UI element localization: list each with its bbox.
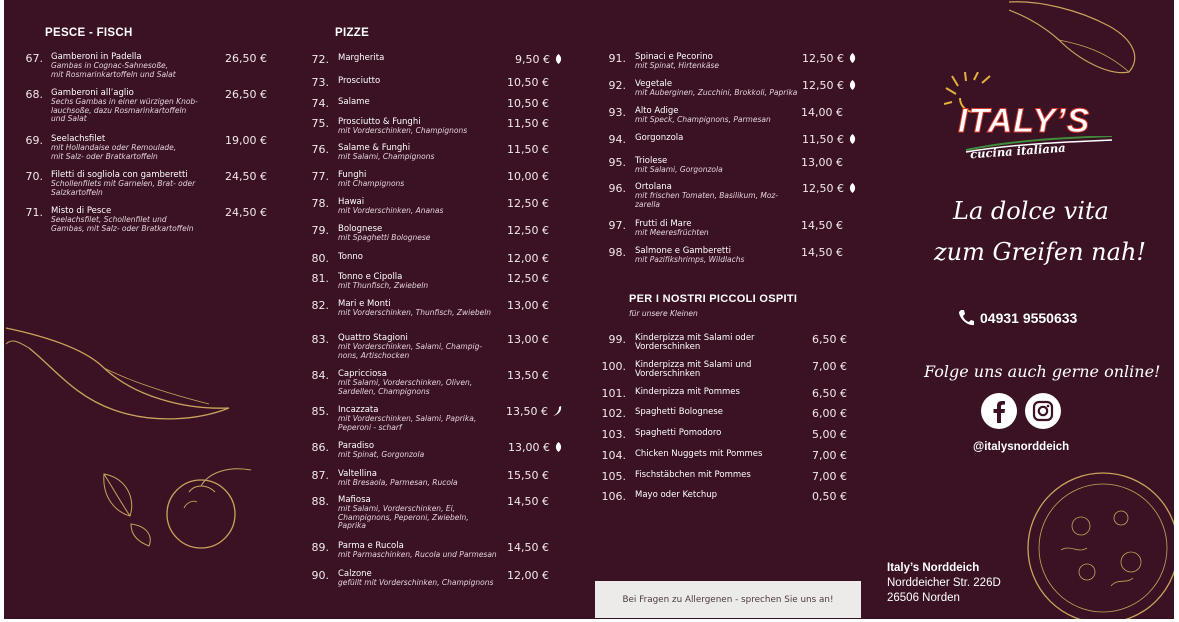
item-number: 74. — [311, 97, 329, 110]
item-description: gefüllt mit Vorderschinken, Champignons — [338, 578, 494, 587]
item-name: Tonno — [338, 252, 363, 262]
item-number: 82. — [311, 299, 329, 312]
allergen-note: Bei Fragen zu Allergenen - sprechen Sie uns an! — [595, 581, 861, 618]
item-price: 24,50 € — [225, 170, 267, 183]
item-description: mit Vorderschinken, Champignons — [338, 126, 468, 135]
item-description: mit Salz- oder Bratkartoffeln — [51, 151, 158, 161]
item-number: 72. — [311, 53, 329, 66]
item-description: mit Speck, Champignons, Parmesan — [635, 115, 771, 124]
section-title-kids: PER I NOSTRI PICCOLI OSPITI — [629, 293, 798, 305]
item-number: 106. — [601, 490, 626, 503]
item-price: 9,50 € — [515, 53, 562, 66]
item-number: 89. — [311, 541, 329, 554]
item-name: Salmone e Gamberetti mit Pazifikshrimps, Wildlachs — [635, 246, 745, 264]
item-number: 73. — [311, 76, 329, 89]
item-price: 10,50 € — [507, 97, 549, 110]
item-description: mit Meeresfrüchten — [635, 228, 709, 237]
item-number: 90. — [311, 569, 329, 582]
item-name: Triolese mit Salami, Gorgonzola — [635, 156, 723, 174]
item-price: 0,50 € — [812, 490, 847, 503]
item-description: mit Vorderschinken, Thunfisch, Zwiebeln — [338, 308, 492, 317]
item-name: Spaghetti Pomodoro — [635, 428, 722, 438]
item-name: Salame & Funghi mit Salami, Champignons — [338, 143, 435, 161]
item-price: 15,50 € — [507, 469, 549, 482]
item-description: zarella — [635, 199, 660, 209]
item-price: 5,00 € — [812, 428, 847, 441]
vegetarian-leaf-icon — [555, 54, 562, 64]
item-price: 10,00 € — [507, 170, 549, 183]
address-street: Norddeicher Str. 226D — [887, 577, 1001, 589]
item-name: Filetti di sogliola con gamberetti Schollenfilets mit Garnelen, Brat- oder Salzkartoffeln — [51, 170, 196, 197]
item-name: Seelachsfilet mit Hollandaise oder Remoulade, mit Salz- oder Bratkartoffeln — [51, 134, 177, 161]
item-number: 104. — [601, 449, 626, 462]
item-description: mit Champignons — [338, 179, 405, 188]
item-price: 12,50 € — [802, 182, 856, 195]
basil-leaf-drawing-2 — [127, 520, 157, 550]
item-description: Paprika — [338, 521, 366, 531]
item-price: 12,50 € — [507, 197, 549, 210]
tomato-drawing — [159, 462, 259, 552]
item-number: 75. — [311, 117, 329, 130]
item-name: Vegetale mit Auberginen, Zucchini, Brokkoli, Paprika — [635, 79, 798, 97]
item-price: 13,00 € — [507, 299, 549, 312]
item-name: Incazzata mit Vorderschinken, Salami, Paprika, Peperoni - scharf — [338, 405, 477, 432]
garlic-drawing — [1009, 0, 1144, 75]
tagline-line-2: zum Greifen nah! — [934, 238, 1147, 266]
item-name: Prosciutto & Funghi mit Vorderschinken, Champignons — [338, 117, 468, 135]
item-number: 98. — [608, 246, 626, 259]
brand-subtitle: cucina italiana — [969, 140, 1067, 162]
item-description: Peperoni - scharf — [338, 422, 402, 432]
item-name: Bolognese mit Spaghetti Bolognese — [338, 224, 431, 242]
item-name: Ortolana mit frischen Tomaten, Basilikum, Moz- zarella — [635, 182, 779, 209]
item-description: mit Salami, Gorgonzola — [635, 165, 723, 174]
item-price: 13,50 € — [507, 369, 549, 382]
item-price: 14,50 € — [507, 495, 549, 508]
item-price: 7,00 € — [812, 449, 847, 462]
vegetarian-leaf-icon — [849, 53, 856, 63]
item-description: Gambas, mit Salz- oder Bratkartoffeln — [51, 223, 194, 233]
item-name: Kinderpizza mit Pommes — [635, 387, 740, 397]
item-price: 26,50 € — [225, 88, 267, 101]
item-number: 102. — [601, 407, 626, 420]
item-number: 70. — [25, 170, 43, 183]
section-subtitle-kids: für unsere Kleinen — [629, 309, 698, 318]
social-handle[interactable]: @italysnorddeich — [973, 441, 1070, 453]
item-number: 93. — [608, 106, 626, 119]
vegetarian-leaf-icon — [849, 183, 856, 193]
item-price: 6,50 € — [812, 387, 847, 400]
item-name-line-2: Vorderschinken — [635, 342, 701, 352]
item-name: Mari e Monti mit Vorderschinken, Thunfisch, Zwiebeln — [338, 299, 492, 317]
item-number: 88. — [311, 495, 329, 508]
item-name: Margherita — [338, 53, 385, 63]
item-description: mit Bresaola, Parmesan, Rucola — [338, 478, 458, 487]
item-number: 92. — [608, 79, 626, 92]
chili-pepper-drawing — [4, 318, 239, 428]
item-description: Champignons, Peperoni, Zwiebeln, — [338, 512, 469, 522]
item-description: Schollenfilets mit Garnelen, Brat- oder — [51, 179, 196, 188]
item-name: Chicken Nuggets mit Pommes — [635, 449, 763, 459]
item-number: 91. — [608, 52, 626, 65]
follow-text: Folge uns auch gerne online! — [924, 362, 1161, 381]
instagram-icon[interactable] — [1025, 393, 1061, 429]
item-name: Spaghetti Bolognese — [635, 407, 724, 417]
item-price: 11,50 € — [507, 117, 549, 130]
item-description: mit Vorderschinken, Ananas — [338, 206, 444, 215]
item-description: Sardellen, Champignons — [338, 386, 430, 396]
item-number: 68. — [25, 88, 43, 101]
item-name: Gamberoni all’aglio Sechs Gambas in einer würzigen Knob- lauchsoße, dazu Rosmarinkartoffeln und Salat — [51, 88, 198, 124]
item-price: 6,00 € — [812, 407, 847, 420]
item-name: Salame — [338, 97, 370, 107]
item-number: 77. — [311, 170, 329, 183]
pizza-drawing — [1021, 466, 1174, 619]
address-name: Italy’s Norddeich — [887, 562, 980, 574]
address-block — [887, 561, 1001, 606]
item-price: 13,00 € — [507, 333, 549, 346]
item-name: Quattro Stagioni mit Vorderschinken, Salami, Champig- nons, Artischocken — [338, 333, 483, 360]
item-description: mit Vorderschinken, Salami, Paprika, — [338, 414, 477, 423]
item-description: mit Salami, Vorderschinken, Ei, — [338, 504, 456, 513]
vegetarian-leaf-icon — [849, 134, 856, 144]
item-description: und Salat — [51, 114, 87, 124]
item-name: Calzone gefüllt mit Vorderschinken, Champignons — [338, 569, 494, 587]
item-price: 12,50 € — [802, 52, 856, 65]
item-number: 80. — [311, 252, 329, 265]
item-name: Gorgonzola — [635, 133, 684, 143]
item-number: 76. — [311, 143, 329, 156]
item-name: Gamberoni in Padella Gambas in Cognac-Sahnesoße, mit Rosmarinkartoffeln und Salat — [51, 52, 176, 79]
item-price: 14,50 € — [801, 246, 843, 259]
item-name: Hawai mit Vorderschinken, Ananas — [338, 197, 444, 215]
item-name: Alto Adige mit Speck, Champignons, Parmesan — [635, 106, 771, 124]
item-number: 100. — [601, 360, 626, 373]
item-price: 11,50 € — [802, 133, 856, 146]
item-number: 87. — [311, 469, 329, 482]
item-number: 101. — [601, 387, 626, 400]
item-price: 13,50 € — [506, 405, 562, 418]
item-description: mit Spinat, Hirtenkäse — [635, 61, 719, 70]
brand-name: ITALY’S — [958, 102, 1091, 140]
item-price: 7,00 € — [812, 360, 847, 373]
basil-leaf-drawing — [96, 468, 141, 528]
tagline-line-1: La dolce vita — [953, 197, 1109, 225]
item-description: mit Hollandaise oder Remoulade, — [51, 143, 177, 152]
item-name: Fischstäbchen mit Pommes — [635, 470, 751, 480]
item-number: 94. — [608, 133, 626, 146]
item-description: mit Pazifikshrimps, Wildlachs — [635, 255, 745, 264]
item-description: Sechs Gambas in einer würzigen Knob- — [51, 97, 198, 106]
item-description: mit Spaghetti Bolognese — [338, 233, 431, 242]
item-name: Paradiso mit Spinat, Gorgonzola — [338, 441, 425, 459]
item-price: 10,50 € — [507, 76, 549, 89]
item-description: lauchsoße, dazu Rosmarinkartoffeln — [51, 105, 187, 115]
item-price: 14,50 € — [801, 219, 843, 232]
item-name: Kinderpizza mit Salami oder Vorderschinken — [635, 333, 755, 352]
item-description: mit Salami, Champignons — [338, 152, 435, 161]
item-price: 14,00 € — [801, 106, 843, 119]
item-name: Mafiosa mit Salami, Vorderschinken, Ei, Champignons, Peperoni, Zwiebeln, Paprika — [338, 495, 469, 531]
item-price: 7,00 € — [812, 470, 847, 483]
item-number: 81. — [311, 272, 329, 285]
item-description: nons, Artischocken — [338, 350, 410, 360]
item-price: 14,50 € — [507, 541, 549, 554]
item-number: 79. — [311, 224, 329, 237]
item-name: Spinaci e Pecorino mit Spinat, Hirtenkäse — [635, 52, 719, 70]
item-description: Gambas in Cognac-Sahnesoße, — [51, 61, 169, 70]
item-number: 103. — [601, 428, 626, 441]
item-price: 12,00 € — [507, 252, 549, 265]
item-price: 12,50 € — [802, 79, 856, 92]
tricolor-swoosh — [964, 136, 1114, 154]
item-description: Seelachsfilet, Schollenfilet und — [51, 215, 167, 224]
spicy-chili-icon — [553, 406, 562, 416]
item-name: Capricciosa mit Salami, Vorderschinken, Oliven, Sardellen, Champignons — [338, 369, 473, 396]
item-description: mit Parmaschinken, Rucola und Parmesan — [338, 550, 497, 559]
facebook-icon[interactable] — [981, 393, 1017, 429]
item-price: 13,00 € — [508, 441, 562, 454]
item-number: 78. — [311, 197, 329, 210]
section-title-pizza: PIZZE — [335, 27, 370, 39]
item-price: 26,50 € — [225, 52, 267, 65]
item-price: 19,00 € — [225, 134, 267, 147]
item-number: 97. — [608, 219, 626, 232]
address-city: 26506 Norden — [887, 592, 960, 604]
item-name: Parma e Rucola mit Parmaschinken, Rucola und Parmesan — [338, 541, 497, 559]
item-number: 99. — [608, 333, 626, 346]
item-description: mit Salami, Vorderschinken, Oliven, — [338, 378, 473, 387]
item-description: mit Vorderschinken, Salami, Champig- — [338, 342, 483, 351]
item-number: 95. — [608, 156, 626, 169]
phone-number: 04931 9550633 — [980, 310, 1078, 326]
item-description: mit Auberginen, Zucchini, Brokkoli, Paprika — [635, 88, 798, 97]
item-name: Tonno e Cipolla mit Thunfisch, Zwiebeln — [338, 272, 429, 290]
item-price: 12,50 € — [507, 272, 549, 285]
social-icons — [981, 393, 1061, 429]
item-number: 71. — [25, 206, 43, 219]
vegetarian-leaf-icon — [555, 442, 562, 452]
item-name: Mayo oder Ketchup — [635, 490, 718, 500]
item-number: 84. — [311, 369, 329, 382]
item-description: mit frischen Tomaten, Basilikum, Moz- — [635, 191, 779, 200]
item-name: Prosciutto — [338, 76, 381, 86]
item-name: Kinderpizza mit Salami und Vorderschinken — [635, 360, 752, 379]
item-description: mit Thunfisch, Zwiebeln — [338, 281, 429, 290]
vegetarian-leaf-icon — [849, 80, 856, 90]
item-price: 6,50 € — [812, 333, 847, 346]
phone-contact[interactable] — [958, 309, 1077, 327]
item-price: 12,00 € — [507, 569, 549, 582]
item-number: 105. — [601, 470, 626, 483]
item-price: 13,00 € — [801, 156, 843, 169]
item-name: Funghi mit Champignons — [338, 170, 405, 188]
item-description: mit Rosmarinkartoffeln und Salat — [51, 69, 176, 79]
item-number: 96. — [608, 182, 626, 195]
menu-page — [4, 0, 1174, 619]
item-price: 12,50 € — [507, 224, 549, 237]
item-number: 67. — [25, 52, 43, 65]
item-number: 85. — [311, 405, 329, 418]
item-name: Valtellina mit Bresaola, Parmesan, Rucola — [338, 469, 458, 487]
section-title-fish: PESCE - FISCH — [45, 27, 133, 39]
item-price: 24,50 € — [225, 206, 267, 219]
item-number: 69. — [25, 134, 43, 147]
item-number: 86. — [311, 441, 329, 454]
item-price: 11,50 € — [507, 143, 549, 156]
item-name-line-2: Vorderschinken — [635, 369, 701, 379]
item-name: Misto di Pesce Seelachsfilet, Schollenfilet und Gambas, mit Salz- oder Bratkartoffeln — [51, 206, 194, 233]
brand-logo — [944, 70, 1104, 170]
item-name: Frutti di Mare mit Meeresfrüchten — [635, 219, 709, 237]
item-description: Salzkartoffeln — [51, 187, 103, 197]
item-number: 83. — [311, 333, 329, 346]
phone-icon — [958, 309, 974, 327]
item-description: mit Spinat, Gorgonzola — [338, 450, 425, 459]
